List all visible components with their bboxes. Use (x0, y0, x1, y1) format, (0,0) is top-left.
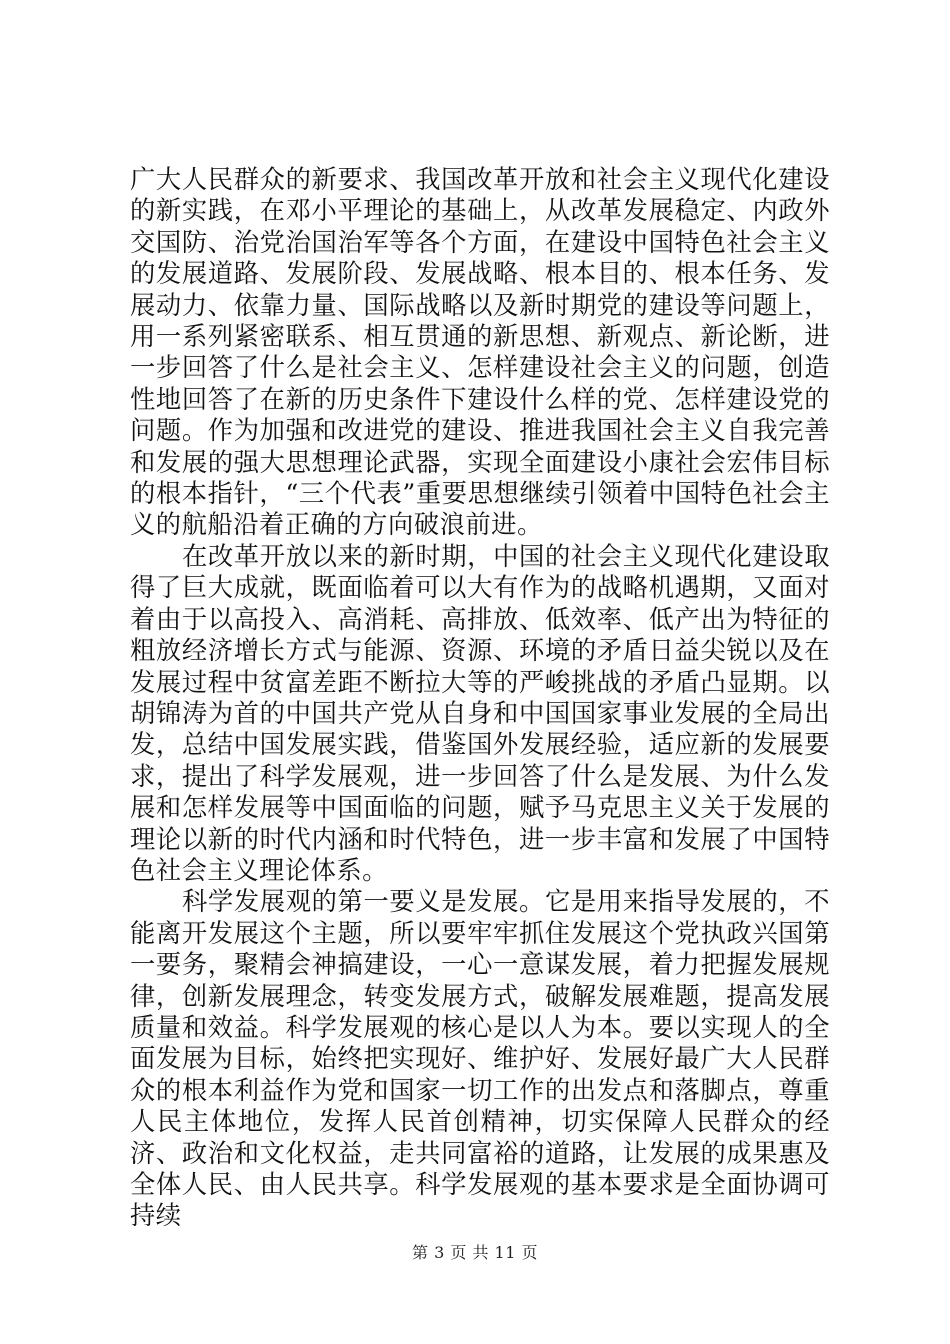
paragraph-3: 科学发展观的第一要义是发展。它是用来指导发展的，不能离开发展这个主题，所以要牢牢抓住发展这个党执政兴国第一要务，聚精会神搞建设，一心一意谋发展，着力把握发展规律，创新发展理念，转变发展方式，破解发展难题，提高发展质量和效益。科学发展观的核心是以人为本。要以实现人的全面发展为目标，始终把实现好、维护好、发展好最广大人民群众的根本利益作为党和国家一切工作的出发点和落脚点，尊重人民主体地位，发挥人民首创精神，切实保障人民群众的经济、政治和文化权益，走共同富裕的道路，让发展的成果惠及全体人民、由人民共享。科学发展观的基本要求是全面协调可持续 (130, 887, 830, 1231)
document-body (130, 164, 830, 1232)
paragraph-1: 广大人民群众的新要求、我国改革开放和社会主义现代化建设的新实践，在邓小平理论的基础上，从改革发展稳定、内政外交国防、治党治国治军等各个方面，在建设中国特色社会主义的发展道路、发展阶段、发展战略、根本目的、根本任务、发展动力、依靠力量、国际战略以及新时期党的建设等问题上，用一系列紧密联系、相互贯通的新思想、新观点、新论断，进一步回答了什么是社会主义、怎样建设社会主义的问题，创造性地回答了在新的历史条件下建设什么样的党、怎样建设党的问题。作为加强和改进党的建设、推进我国社会主义自我完善和发展的强大思想理论武器，实现全面建设小康社会宏伟目标的根本指针，“三个代表”重要思想继续引领着中国特色社会主义的航船沿着正确的方向破浪前进。 (130, 165, 830, 540)
paragraph-2: 在改革开放以来的新时期，中国的社会主义现代化建设取得了巨大成就，既面临着可以大有作为的战略机遇期，又面对着由于以高投入、高消耗、高排放、低效率、低产出为特征的粗放经济增长方式与能源、资源、环境的矛盾日益尖锐以及在发展过程中贫富差距不断拉大等的严峻挑战的矛盾凸显期。以胡锦涛为首的中国共产党从自身和中国国家事业发展的全局出发，总结中国发展实践，借鉴国外发展经验，适应新的发展要求，提出了科学发展观，进一步回答了什么是发展、为什么发展和怎样发展等中国面临的问题，赋予马克思主义关于发展的理论以新的时代内涵和时代特色，进一步丰富和发展了中国特色社会主义理论体系。 (130, 541, 830, 885)
page-number-footer: 第 3 页 共 11 页 (412, 1243, 538, 1262)
